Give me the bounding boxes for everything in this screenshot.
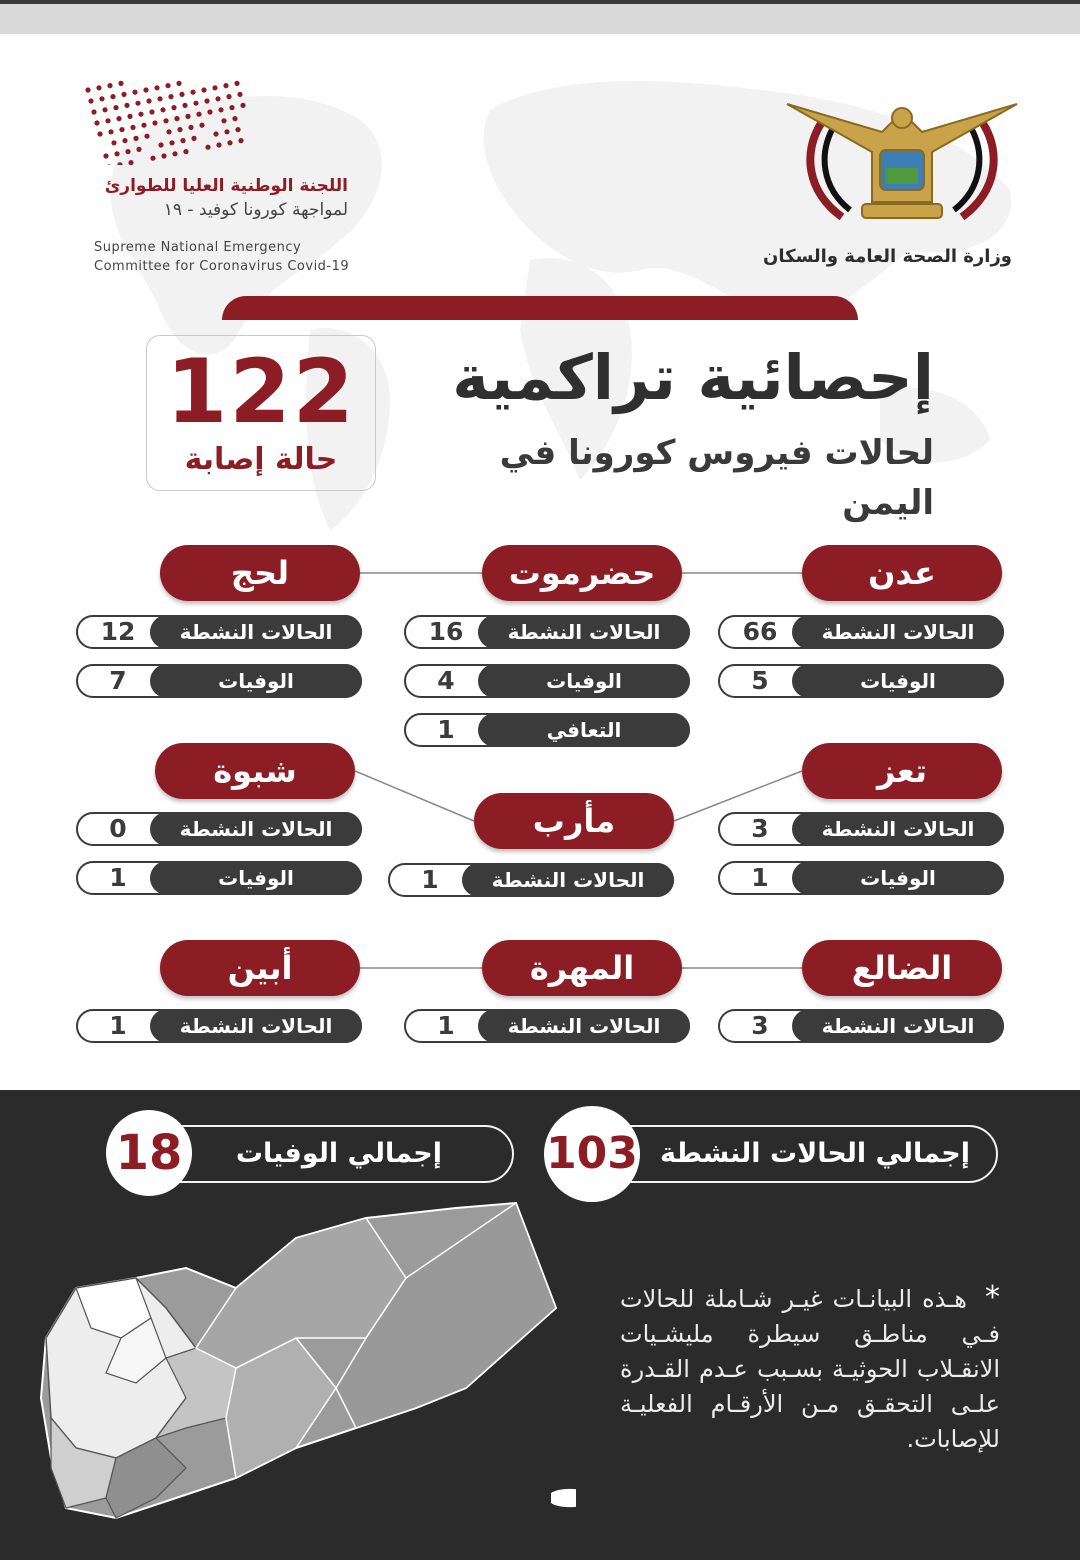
stat-value: 1 (437, 715, 455, 744)
marib-active-row (388, 863, 674, 897)
yemen-map-icon (36, 1198, 576, 1538)
committee-name-line2: لمواجهة كورونا كوفيد - ١٩ (163, 200, 348, 220)
stat-value: 0 (109, 814, 127, 843)
taiz-deaths-row (718, 861, 1004, 895)
stat-label: الحالات النشطة (478, 1009, 690, 1043)
note-text: هـذه البيانـات غيـر شـاملة للحالات فـي مناطـق سيطرة مليشـيات الانقـلاب الحوثيـة بسـبب عـدم القـدرة علـى التحقـق مـن الأرقـام الفعليـة للإصابات. (620, 1285, 1000, 1453)
stat-value: 16 (428, 617, 464, 646)
hadramout-recovered-row (404, 713, 690, 747)
stat-value: 1 (109, 863, 127, 892)
page-title: إحصائية تراكمية (452, 341, 934, 414)
gov-shabwa: شبوة (155, 743, 355, 799)
stat-value: 66 (742, 617, 778, 646)
stat-label: الحالات النشطة (150, 1009, 362, 1043)
aden-active-row (718, 615, 1004, 649)
stat-value: 1 (437, 1011, 455, 1040)
stat-value: 3 (751, 814, 769, 843)
stat-label: التعافي (478, 713, 690, 747)
aden-deaths-row (718, 664, 1004, 698)
stat-label: الوفيات (150, 664, 362, 698)
total-active-label: إجمالي الحالات النشطة (660, 1138, 970, 1169)
dhale-active-row (718, 1009, 1004, 1043)
stat-value: 3 (751, 1011, 769, 1040)
total-cases-number: 122 (166, 340, 356, 443)
gov-lahj: لحج (160, 545, 360, 601)
stat-label: الوفيات (478, 664, 690, 698)
hadramout-deaths-row (404, 664, 690, 698)
stat-label: الوفيات (792, 664, 1004, 698)
stat-label: الحالات النشطة (462, 863, 674, 897)
gov-marib: مأرب (474, 793, 674, 849)
committee-en-line2: Committee for Coronavirus Covid-19 (94, 259, 350, 274)
lahj-active-row (76, 615, 362, 649)
stat-value: 7 (109, 666, 127, 695)
gov-aden: عدن (802, 545, 1002, 601)
disclaimer-note (620, 1280, 1000, 1457)
page-subtitle: لحالات فيروس كورونا في اليمن (499, 433, 934, 523)
note-star: * (985, 1280, 1000, 1315)
committee-en-line1: Supreme National Emergency (94, 240, 302, 255)
gov-dhale: الضالع (802, 940, 1002, 996)
shabwa-deaths-row (76, 861, 362, 895)
total-deaths-label: إجمالي الوفيات (235, 1138, 442, 1169)
stat-value: 1 (109, 1011, 127, 1040)
gov-hadramout: حضرموت (482, 545, 682, 601)
stat-label: الحالات النشطة (792, 615, 1004, 649)
lahj-deaths-row (76, 664, 362, 698)
gov-mahra: المهرة (482, 940, 682, 996)
mahra-active-row (404, 1009, 690, 1043)
stat-value: 1 (751, 863, 769, 892)
abyan-active-row (76, 1009, 362, 1043)
stat-label: الحالات النشطة (792, 812, 1004, 846)
hadramout-active-row (404, 615, 690, 649)
stat-label: الحالات النشطة (150, 615, 362, 649)
stat-label: الوفيات (150, 861, 362, 895)
stat-label: الحالات النشطة (478, 615, 690, 649)
committee-name-line1: اللجنة الوطنية العليا للطوارئ (104, 176, 348, 196)
shabwa-active-row (76, 812, 362, 846)
stat-value: 5 (751, 666, 769, 695)
stat-label: الحالات النشطة (150, 812, 362, 846)
total-active-value: 103 (544, 1106, 640, 1202)
stat-value: 4 (437, 666, 455, 695)
gov-taiz: تعز (802, 743, 1002, 799)
stat-value: 12 (100, 617, 136, 646)
total-cases-label: حالة إصابة (184, 442, 338, 477)
taiz-active-row (718, 812, 1004, 846)
stat-value: 1 (421, 865, 439, 894)
gov-abyan: أبين (160, 940, 360, 996)
total-deaths-value: 18 (106, 1110, 192, 1196)
stat-label: الوفيات (792, 861, 1004, 895)
ministry-name: وزارة الصحة العامة والسكان (763, 246, 1012, 267)
stat-label: الحالات النشطة (792, 1009, 1004, 1043)
